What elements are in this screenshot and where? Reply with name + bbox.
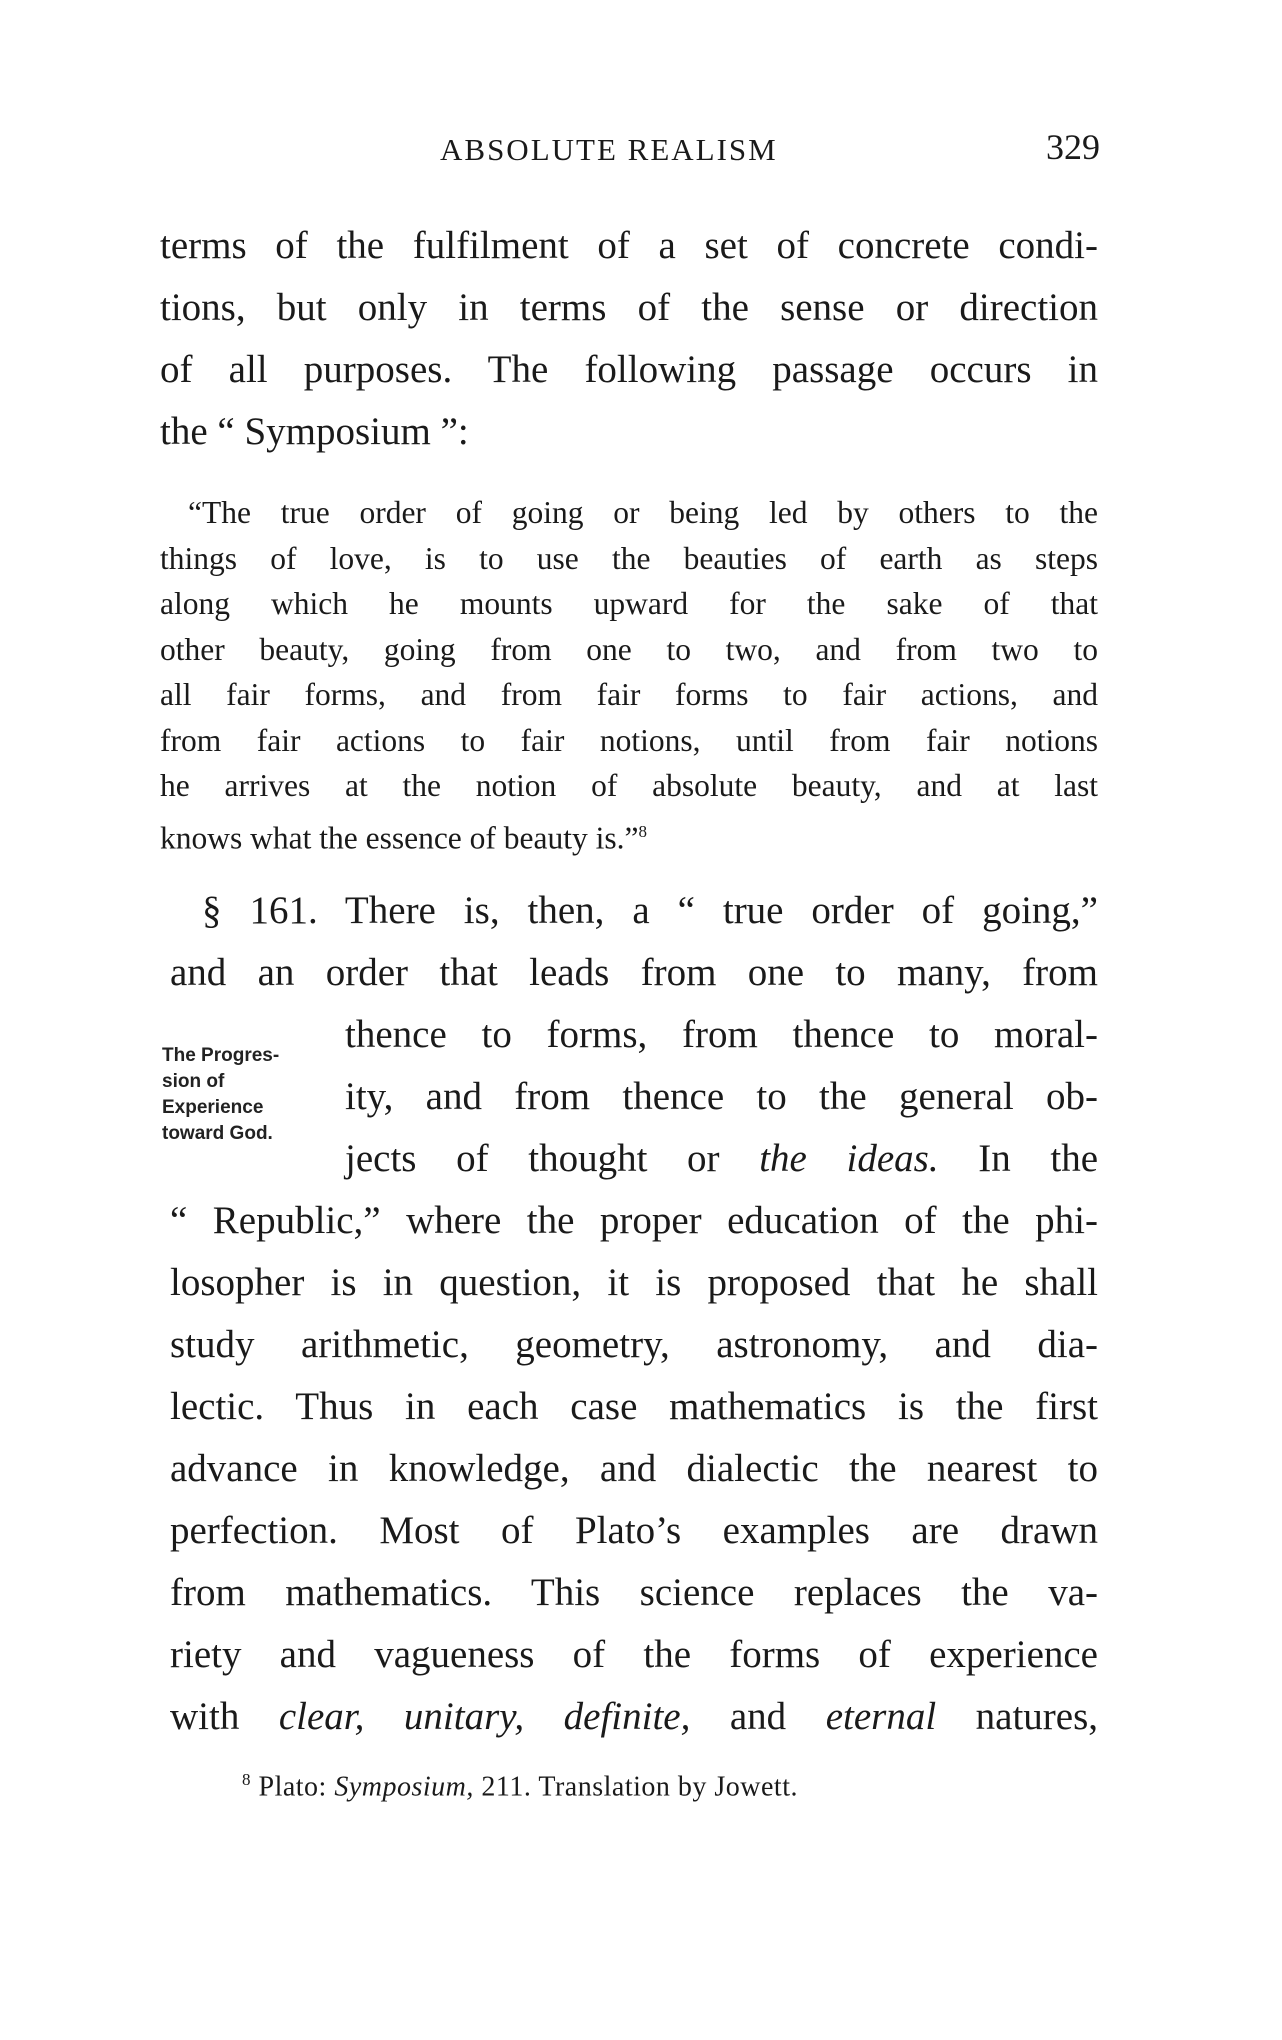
text-line: terms of the fulfilment of a set of concrete condi- [160, 224, 1098, 267]
text-line: losopher is in question, it is proposed that he shall [170, 1261, 1098, 1304]
text-line: study arithmetic, geometry, astronomy, and dia- [170, 1323, 1098, 1366]
text-run: and [690, 1695, 826, 1738]
text-line: thence to forms, from thence to moral- [345, 1013, 1098, 1056]
margin-note-line: Experience [162, 1097, 264, 1118]
margin-note-line: The Progres- [162, 1045, 280, 1066]
text-run: natures, [936, 1695, 1099, 1738]
footnote-rest: 211. Translation by Jowett. [473, 1771, 798, 1803]
italic-run: eternal [825, 1695, 937, 1738]
quote-line: other beauty, going from one to two, and from two to [160, 631, 1098, 667]
italic-run: clear, unitary, definite, [278, 1695, 691, 1738]
paragraph-continuation [160, 215, 1098, 463]
quote-line: things of love, is to use the beauties of earth as steps [160, 540, 1098, 576]
text-line-mixed [170, 1686, 1098, 1748]
running-title: ABSOLUTE REALISM [440, 132, 778, 167]
text-line: and an order that leads from one to many, from [170, 951, 1098, 994]
block-quote [160, 490, 1098, 861]
running-head [160, 127, 1100, 172]
text-line: “ Republic,” where the proper education of the phi- [170, 1199, 1098, 1242]
margin-note-line: sion of [162, 1071, 225, 1092]
paragraph-section-161 [170, 880, 1098, 1190]
text-run: jects of thought or [345, 1137, 760, 1180]
footnote-reference: 8 [638, 821, 647, 841]
quote-text: knows what the essence of beauty is.” [160, 820, 639, 855]
italic-run: the ideas. [759, 1137, 939, 1180]
quote-line-last [160, 809, 1098, 861]
quote-line: “The true order of going or being led by others to the [188, 495, 1098, 530]
text-line: ity, and from thence to the general ob- [345, 1075, 1098, 1118]
footnote [242, 1770, 798, 1803]
quote-line: he arrives at the notion of absolute beauty, and at last [160, 768, 1098, 803]
text-line: tions, but only in terms of the sense or direction [160, 286, 1098, 329]
footnote-author: Plato: [251, 1771, 335, 1803]
text-line: the “ Symposium ”: [160, 410, 469, 453]
text-line: § 161. There is, then, a “ true order of going,” [202, 889, 1098, 932]
footnote-work: Symposium, [334, 1771, 474, 1803]
text-line: of all purposes. The following passage occurs in [160, 348, 1098, 391]
text-line-mixed [170, 1128, 1098, 1190]
footnote-marker: 8 [242, 1770, 251, 1789]
text-line: from mathematics. This science replaces the va- [170, 1571, 1098, 1614]
text-run: with [170, 1695, 279, 1738]
paragraph-section-161-cont [170, 1190, 1098, 1748]
text-line: lectic. Thus in each case mathematics is the first [170, 1385, 1098, 1428]
quote-line: along which he mounts upward for the sake of that [160, 586, 1098, 621]
text-run: In the [938, 1137, 1099, 1180]
quote-line: all fair forms, and from fair forms to fair actions, and [160, 677, 1098, 712]
quote-line: from fair actions to fair notions, until from fair notions [160, 722, 1098, 758]
text-line: advance in knowledge, and dialectic the nearest to [170, 1447, 1098, 1490]
text-line: riety and vagueness of the forms of experience [170, 1633, 1098, 1676]
margin-note-line: toward God. [162, 1123, 273, 1144]
page-number: 329 [1046, 127, 1100, 167]
text-line: perfection. Most of Plato’s examples are drawn [170, 1509, 1098, 1552]
